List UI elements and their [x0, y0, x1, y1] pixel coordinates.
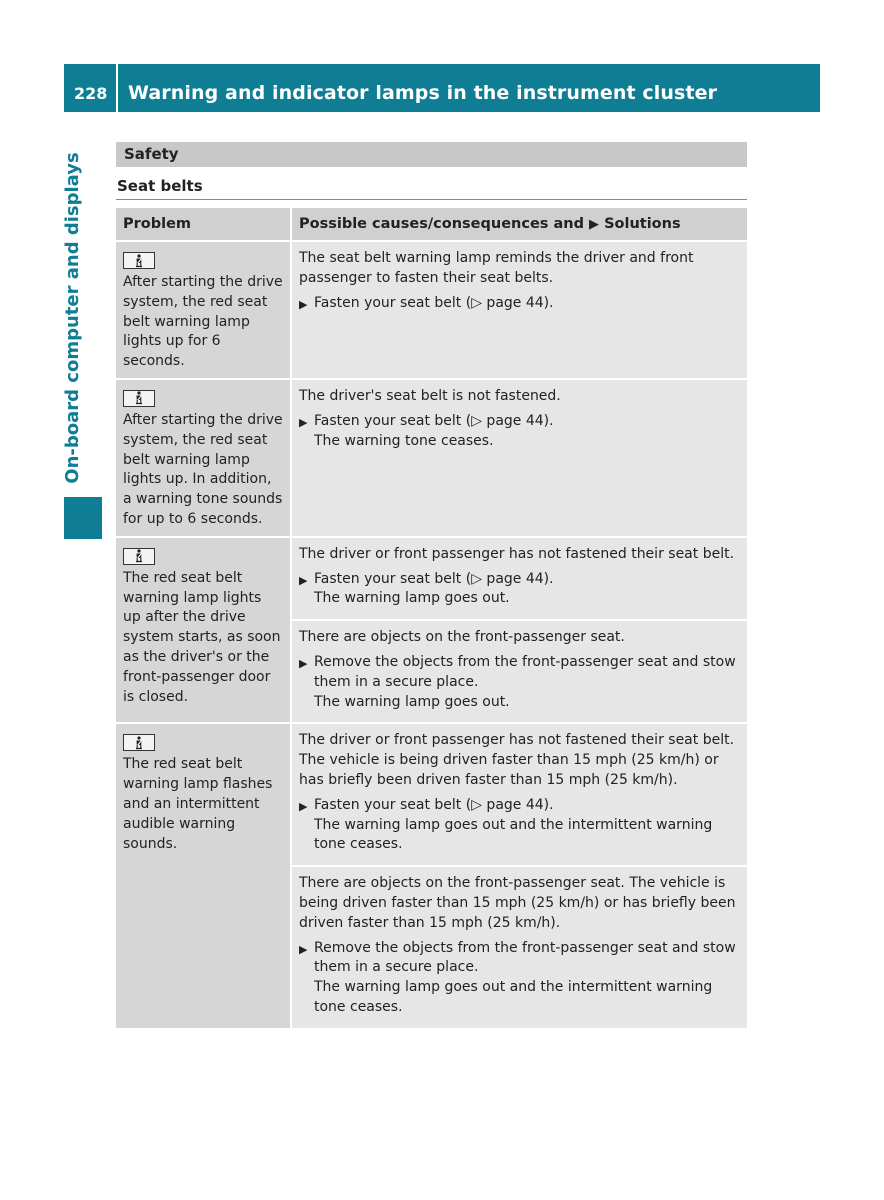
- cause-text: The seat belt warning lamp reminds the driver and front passenger to fasten their seat belts.: [299, 250, 694, 286]
- step-body: [314, 653, 740, 712]
- section-label: Safety: [124, 145, 179, 163]
- cause-text: The driver or front passenger has not fastened their seat belt. The vehicle is being driven faster than 15 mph (25 km/h) or has briefly been driven faster than 15 mph (25 km/h).: [299, 732, 735, 788]
- header-solutions-prefix: Possible causes/consequences and: [299, 216, 584, 232]
- result-text: The warning lamp goes out and the intermittent warning tone ceases.: [314, 816, 713, 853]
- solution-step: [299, 294, 740, 315]
- solutions-column: [290, 724, 747, 1027]
- cause-text: The driver or front passenger has not fastened their seat belt.: [299, 545, 735, 562]
- seat-belt-table: [116, 208, 747, 1030]
- result-text: The warning lamp goes out.: [314, 693, 510, 710]
- table-header: [116, 208, 747, 242]
- problem-text: After starting the drive system, the red seat belt warning lamp lights up for 6 seconds.: [123, 274, 283, 370]
- solution-cell: [292, 380, 747, 536]
- problem-cell: [116, 724, 290, 1027]
- step-body: [314, 294, 554, 315]
- solutions-column: [290, 538, 747, 723]
- solution-cell: [292, 242, 747, 378]
- problem-text: The red seat belt warning lamp lights up after the drive system starts, as soon as the driver's or the front-passenger door is closed.: [123, 569, 281, 705]
- seat-belt-warning-icon: [123, 390, 155, 407]
- cause-text: There are objects on the front-passenger seat. The vehicle is being driven faster than 15 mph (25 km/h) or has briefly been driven faster than 15 mph (25 km/h).: [299, 875, 736, 931]
- solution-step: [299, 796, 740, 855]
- solution-step: [299, 570, 740, 610]
- subsection-title: Seat belts: [117, 177, 203, 195]
- problem-cell: [116, 538, 290, 723]
- step-body: [314, 939, 740, 1018]
- solution-cell: [292, 538, 747, 619]
- page-number: 228: [74, 84, 108, 103]
- page-title: Warning and indicator lamps in the instrument cluster: [128, 82, 718, 104]
- result-text: The warning lamp goes out and the intermittent warning tone ceases.: [314, 979, 713, 1015]
- side-tab-marker: [64, 497, 102, 539]
- cause-text: There are objects on the front-passenger seat.: [299, 629, 625, 646]
- header-solutions-suffix: Solutions: [604, 216, 681, 232]
- seat-belt-warning-icon: [123, 548, 155, 565]
- step-text: Fasten your seat belt (▷ page 44).: [314, 294, 554, 311]
- step-arrow-icon: ▶: [299, 573, 308, 587]
- problem-text: After starting the drive system, the red seat belt warning lamp lights up. In addition, a warning tone sounds for up to 6 seconds.: [123, 411, 283, 527]
- table-row: [116, 242, 747, 380]
- seat-belt-warning-icon: [123, 252, 155, 269]
- step-body: [314, 570, 554, 610]
- step-body: [314, 412, 554, 452]
- header-solutions: [290, 208, 747, 240]
- header-problem: Problem: [123, 216, 192, 232]
- table-row: [116, 538, 747, 725]
- step-text: Remove the objects from the front-passenger seat and stow them in a secure place.: [314, 939, 736, 976]
- solutions-column: [290, 380, 747, 536]
- step-arrow-icon: ▶: [299, 799, 308, 813]
- section-bar: [116, 142, 747, 167]
- solution-step: [299, 653, 740, 712]
- step-text: Remove the objects from the front-passenger seat and stow them in a secure place.: [314, 653, 736, 690]
- side-tab-label: On-board computer and displays: [62, 152, 83, 484]
- solution-cell: [292, 865, 747, 1028]
- step-text: Fasten your seat belt (▷ page 44).: [314, 796, 554, 813]
- step-body: [314, 796, 740, 855]
- step-arrow-icon: ▶: [299, 656, 308, 670]
- result-text: The warning tone ceases.: [314, 432, 494, 449]
- solution-cell: [292, 724, 747, 865]
- result-text: The warning lamp goes out.: [314, 590, 510, 607]
- step-arrow-icon: ▶: [299, 415, 308, 429]
- step-text: Fasten your seat belt (▷ page 44).: [314, 570, 554, 587]
- table-body: [116, 242, 747, 1030]
- step-arrow-icon: ▶: [299, 942, 308, 956]
- header-arrow-icon: ▶: [589, 217, 600, 232]
- solution-step: [299, 412, 740, 452]
- solutions-column: [290, 242, 747, 378]
- solution-cell: [292, 619, 747, 722]
- problem-text: The red seat belt warning lamp flashes and an intermittent audible warning sounds.: [123, 756, 273, 852]
- problem-cell: [116, 380, 290, 536]
- table-row: [116, 380, 747, 538]
- solution-step: [299, 939, 740, 1018]
- cause-text: The driver's seat belt is not fastened.: [299, 387, 561, 404]
- header-divider: [116, 64, 118, 112]
- problem-cell: [116, 242, 290, 378]
- subsection-rule: [116, 199, 747, 200]
- step-arrow-icon: ▶: [299, 297, 308, 311]
- seat-belt-warning-icon: [123, 734, 155, 751]
- step-text: Fasten your seat belt (▷ page 44).: [314, 412, 554, 429]
- table-row: [116, 724, 747, 1029]
- page-header: [64, 64, 820, 112]
